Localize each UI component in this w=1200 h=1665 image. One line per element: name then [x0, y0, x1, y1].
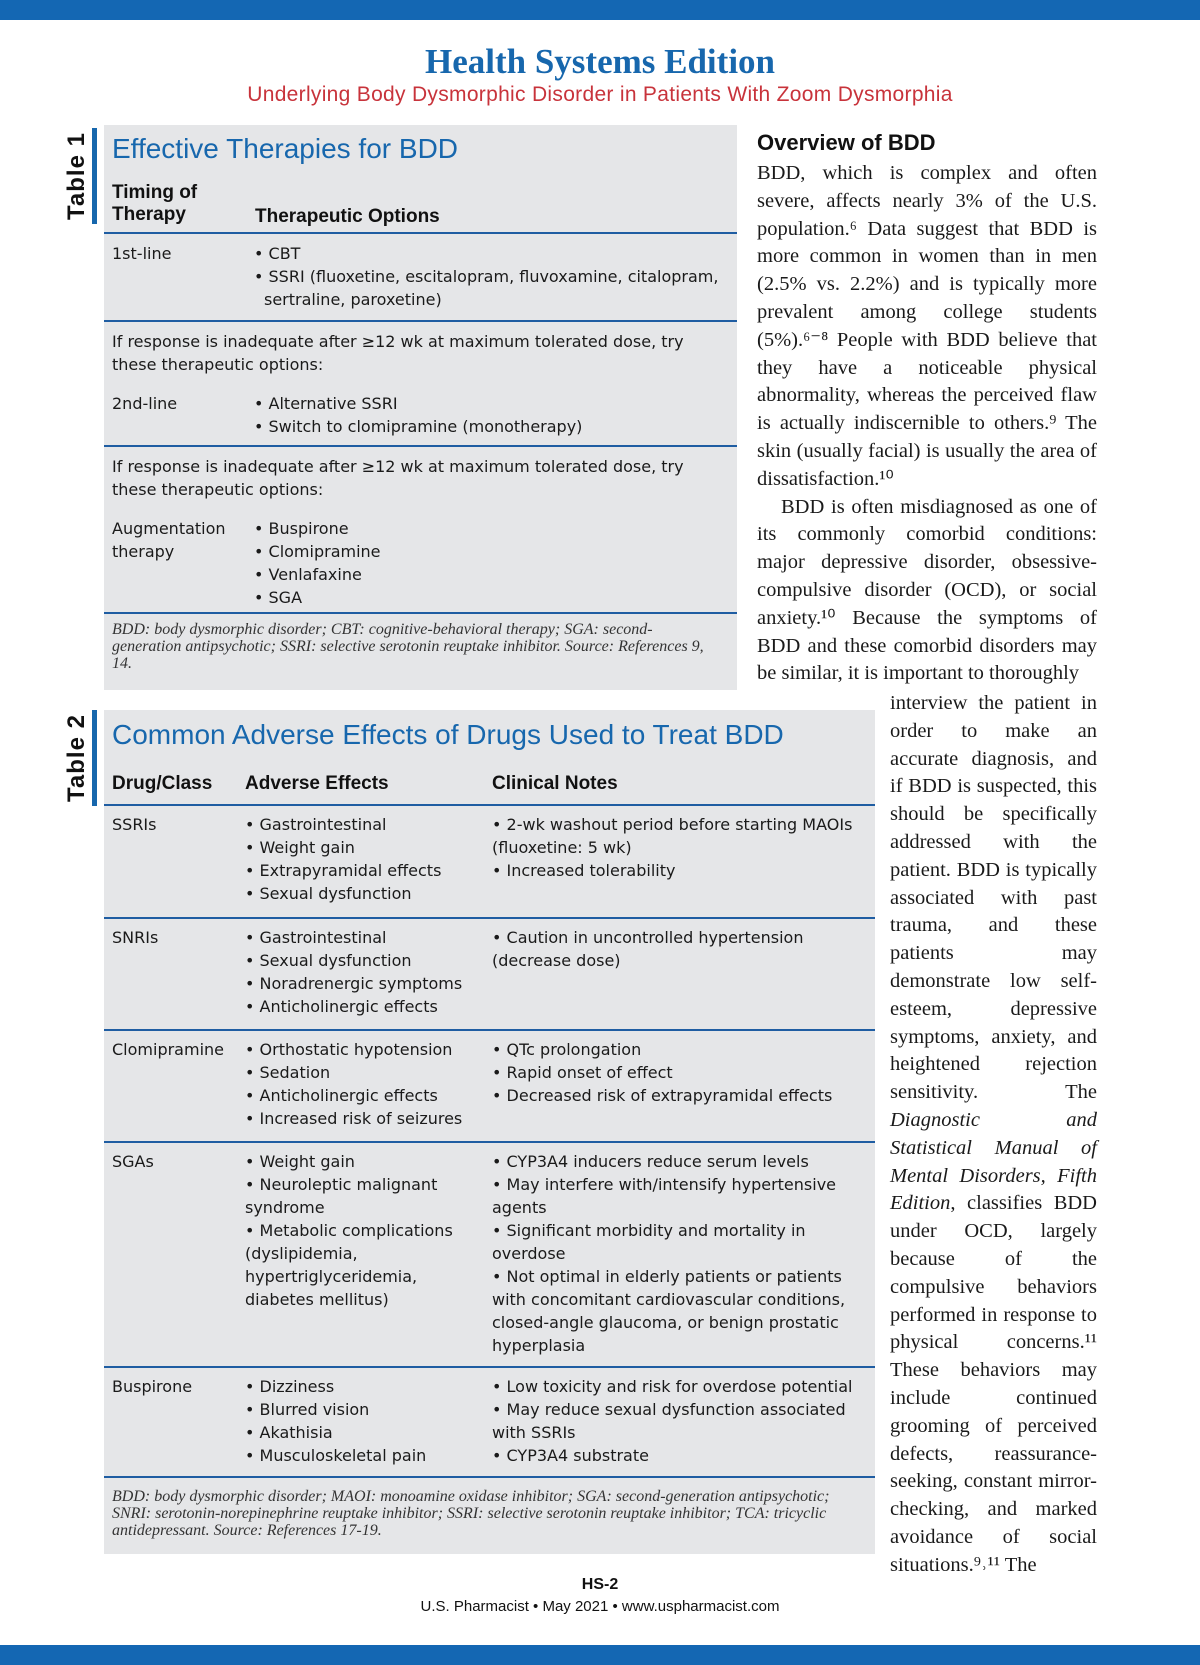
table1-footer-rule — [104, 612, 737, 614]
list-item: • Noradrenergic symptoms — [245, 974, 463, 993]
list-item: • Sexual dysfunction — [245, 884, 412, 903]
table1-footnote: BDD: body dysmorphic disorder; CBT: cognitive-behavioral therapy; SGA: second-generation antipsychotic; SSRI: selective serotonin reuptake inhibitor. Source: References 9, 14. — [112, 621, 704, 672]
list-item: • CYP3A4 substrate — [492, 1446, 649, 1465]
overview-heading: Overview of BDD — [757, 130, 936, 155]
table2-row-rule — [104, 1029, 875, 1031]
table1-line2-timing: 2nd-line — [112, 394, 178, 413]
dsm-title: Diagnostic and Statistical Manual of Mental Disorders, Fifth Edition — [890, 1108, 1097, 1215]
table2 — [104, 710, 875, 1554]
list-item: • Orthostatic hypotension — [245, 1040, 453, 1059]
list-item: Augmentation — [112, 519, 226, 538]
list-item: • Low toxicity and risk for overdose potential — [492, 1377, 853, 1396]
table2-drug: Buspirone — [112, 1377, 193, 1396]
article-narrow-column — [890, 690, 1097, 1580]
list-item: hypertriglyceridemia, — [245, 1267, 418, 1286]
table2-effects — [245, 926, 485, 1018]
table2-drug: Clomipramine — [112, 1040, 224, 1059]
list-item: • Rapid onset of effect — [492, 1063, 673, 1082]
table1-tag: Table 1 — [63, 132, 90, 220]
list-item: • CYP3A4 inducers reduce serum levels — [492, 1152, 809, 1171]
list-item: • QTc prolongation — [492, 1040, 642, 1059]
list-item: • Metabolic complications — [245, 1221, 453, 1240]
list-item: • Alternative SSRI — [254, 394, 398, 413]
article-text: , classifies BDD under OCD, largely because of the compulsive behaviors performed in response to physical concerns.¹¹ These behaviors may include continued grooming of perceived defects, reassurance-seeking, constant mirror-checking, and marked avoidance of social situations.⁹˒¹¹ The — [890, 1192, 1097, 1576]
table2-notes — [492, 926, 872, 972]
list-item: agents — [492, 1198, 547, 1217]
table1-tag-rule — [92, 128, 97, 224]
table2-footnote: BDD: body dysmorphic disorder; MAOI: monoamine oxidase inhibitor; SGA: second-generation antipsychotic; SNRI: serotonin-norepinephrine reuptake inhibitor; SSRI: selective serotonin reuptake inhibitor; TCA: tricyclic antidepressant. Source: References 17-19. — [112, 1488, 830, 1539]
list-item: • 2-wk washout period before starting MAOIs — [492, 815, 853, 834]
list-item: • Musculoskeletal pain — [245, 1446, 427, 1465]
list-item: • Gastrointestinal — [245, 815, 387, 834]
article-text: interview the patient in order to make an accurate diagnosis, and if BDD is suspected, this should be specifically addressed with the patient. BDD is typically associated with past trauma, and these patients may demonstrate low self-esteem, depressive symptoms, anxiety, and heightened rejection sensitivity. The — [890, 692, 1097, 1104]
table2-row-rule — [104, 1366, 875, 1368]
table1-line1-options — [254, 242, 734, 311]
table2-header-rule — [104, 804, 875, 806]
table2-row-rule — [104, 917, 875, 919]
table2-drug: SNRIs — [112, 928, 159, 947]
list-item: sertraline, paroxetine) — [264, 290, 442, 309]
article-paragraph: BDD is often misdiagnosed as one of its commonly comorbid conditions: major depressive disorder, obsessive-compulsive disorder (OCD), or social anxiety.¹⁰ Because the symptoms of BDD and these comorbid disorders may be similar, it is important to thoroughly — [757, 495, 1097, 685]
page-number: HS-2 — [581, 1576, 619, 1593]
table2-col-effects: Adverse Effects — [245, 773, 389, 794]
list-item: • Gastrointestinal — [245, 928, 387, 947]
table1-title: Effective Therapies for BDD — [112, 133, 459, 164]
table2-notes — [492, 813, 872, 882]
list-item: • Neuroleptic malignant — [245, 1175, 438, 1194]
table2-effects — [245, 1375, 485, 1467]
list-item: (dyslipidemia, — [245, 1244, 358, 1263]
edition-title: Health Systems Edition — [424, 42, 776, 81]
table2-col-drug: Drug/Class — [112, 773, 213, 794]
list-item: • Decreased risk of extrapyramidal effects — [492, 1086, 833, 1105]
article-wide-column — [757, 160, 1097, 688]
list-item: • Sexual dysfunction — [245, 951, 412, 970]
list-item: • Caution in uncontrolled hypertension — [492, 928, 804, 947]
masthead — [0, 42, 1200, 108]
list-item: therapy — [112, 542, 175, 561]
table1-col-timing: Timing of Therapy — [112, 182, 198, 225]
list-item: overdose — [492, 1244, 566, 1263]
table1-augmentation-options — [254, 517, 734, 609]
list-item: • Akathisia — [245, 1423, 333, 1442]
list-item: with concomitant cardiovascular conditions, — [492, 1290, 846, 1309]
list-item: • SSRI (fluoxetine, escitalopram, fluvoxamine, citalopram, — [254, 267, 719, 286]
list-item: • Significant morbidity and mortality in — [492, 1221, 806, 1240]
top-color-band — [0, 0, 1200, 20]
table1-inadequate-note-1: If response is inadequate after ≥12 wk at maximum tolerated dose, try these therapeutic options: — [112, 332, 684, 374]
table2-drug: SSRIs — [112, 815, 157, 834]
table2-col-notes: Clinical Notes — [492, 773, 618, 794]
list-item: • Sedation — [245, 1063, 331, 1082]
list-item: • Weight gain — [245, 1152, 355, 1171]
list-item: • Increased risk of seizures — [245, 1109, 463, 1128]
table2-effects — [245, 813, 485, 905]
table1-row-rule — [104, 320, 737, 322]
table2-notes — [492, 1038, 872, 1107]
list-item: • CBT — [254, 244, 301, 263]
article-paragraph: BDD, which is complex and often severe, affects nearly 3% of the U.S. population.⁶ Data suggest that BDD is more common in women than in men (2.5% vs. 2.2%) and is typically more prevalent among college students (5%).⁶⁻⁸ People with BDD believe that they have a noticeable physical abnormality, whereas the perceived flaw is actually indiscernible to others.⁹ The skin (usually facial) is usually the area of dissatisfaction.¹⁰ — [757, 162, 1097, 490]
list-item: • Increased tolerability — [492, 861, 676, 880]
table1-col-options: Therapeutic Options — [255, 206, 440, 227]
list-item: • May interfere with/intensify hypertensive — [492, 1175, 837, 1194]
list-item: • Dizziness — [245, 1377, 335, 1396]
article-subtitle: Underlying Body Dysmorphic Disorder in Patients With Zoom Dysmorphia — [247, 83, 953, 106]
table2-effects — [245, 1150, 485, 1311]
table1-augmentation-timing — [112, 517, 226, 563]
table1-row-rule — [104, 445, 737, 447]
list-item: (fluoxetine: 5 wk) — [492, 838, 632, 857]
list-item: • Extrapyramidal effects — [245, 861, 442, 880]
list-item: hyperplasia — [492, 1336, 586, 1355]
table1-line2-options — [254, 392, 734, 438]
list-item: diabetes mellitus) — [245, 1290, 389, 1309]
list-item: • Anticholinergic effects — [245, 1086, 438, 1105]
table1-line1-timing: 1st-line — [112, 244, 172, 263]
table1-header-rule — [104, 232, 737, 234]
table1 — [104, 125, 737, 690]
list-item: syndrome — [245, 1198, 325, 1217]
table2-title: Common Adverse Effects of Drugs Used to Treat BDD — [112, 719, 784, 750]
list-item: • Buspirone — [254, 519, 349, 538]
table1-inadequate-note-2: If response is inadequate after ≥12 wk at maximum tolerated dose, try these therapeutic options: — [112, 457, 684, 499]
list-item: • Clomipramine — [254, 542, 381, 561]
table2-footer-rule — [104, 1476, 875, 1478]
list-item: (decrease dose) — [492, 951, 621, 970]
list-item: with SSRIs — [492, 1423, 576, 1442]
table2-tag-rule — [92, 710, 97, 806]
table2-row-rule — [104, 1141, 875, 1143]
table2-effects — [245, 1038, 485, 1130]
publication-line: U.S. Pharmacist • May 2021 • www.uspharmacist.com — [420, 1598, 780, 1615]
table2-notes — [492, 1150, 872, 1357]
bottom-color-band — [0, 1645, 1200, 1665]
list-item: • Blurred vision — [245, 1400, 370, 1419]
list-item: • Not optimal in elderly patients or patients — [492, 1267, 842, 1286]
list-item: • SGA — [254, 588, 303, 607]
list-item: • Anticholinergic effects — [245, 997, 438, 1016]
table2-drug: SGAs — [112, 1152, 154, 1171]
list-item: • May reduce sexual dysfunction associated — [492, 1400, 846, 1419]
list-item: • Switch to clomipramine (monotherapy) — [254, 417, 583, 436]
list-item: closed-angle glaucoma, or benign prostatic — [492, 1313, 839, 1332]
list-item: • Venlafaxine — [254, 565, 362, 584]
list-item: • Weight gain — [245, 838, 355, 857]
table2-notes — [492, 1375, 872, 1467]
table2-tag: Table 2 — [63, 714, 90, 802]
